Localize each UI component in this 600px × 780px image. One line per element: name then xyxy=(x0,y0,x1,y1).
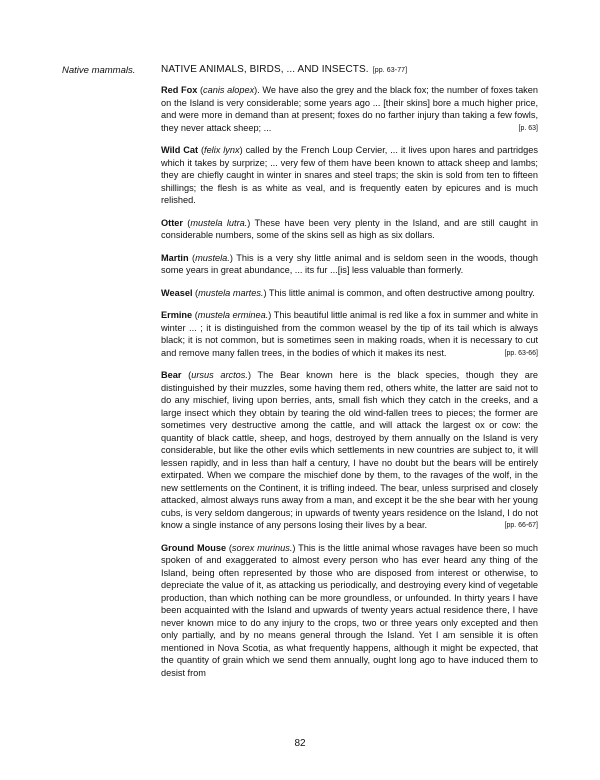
entry-weasel: Weasel (mustela martes.) This little animal is common, and often destructive among poultry. xyxy=(161,287,535,298)
entry-text: This is the little animal whose ravages have been so much spoken of and exaggerated to almost every person who has ever heard any thing of the Island, being often represented by those who are disposed from interest or otherwise, to depreciate the value of it, as attacking us periodically, and destroying every kind of vegetable production, than which nothing can be more groundless, or unfounded. In thirty years I have been acquainted with the Island and upwards of twenty years actual residence there, I have never known mice to do any injury to the crops, two or three years only excepted and then only partially, and by no means general through the Island. Yet I am sensible it is often mentioned in Nova Scotia, as what frequently happens, although it might be expected, that the quantity of grain which we send them annually, ought long ago to have induced them to desist from xyxy=(161,542,538,678)
entry-text: These have been very plenty in the Island, and are still caught in considerable numbers, some of the skins sell as high as six dollars. xyxy=(161,217,538,240)
section-heading xyxy=(161,64,407,75)
entry-latin: canis alopex xyxy=(203,85,255,95)
entry-name: Ermine xyxy=(161,310,193,320)
heading-text: NATIVE ANIMALS, BIRDS, ... AND INSECTS. xyxy=(161,64,369,75)
entry-martin: Martin (mustela.) This is a very shy little animal and is seldom seen in the woods, though some years in great abundance, ... its fur ...[is] less valuable than formerly. xyxy=(161,252,538,275)
entry-text: We have also the grey and the black fox; the number of foxes taken on the Island is very considerable; some years ago ... [their skins] bore a much higher price, and were more in demand than at present; foxes do no farther injury than taking a few fowls, they never attack sheep; ... xyxy=(161,85,538,133)
entry-latin: ursus arctos. xyxy=(191,370,248,380)
entry-text: This beautiful little animal is red like a fox in summer and white in winter ... ; it is distinguished from the common weasel by the tip of its tail which is always black; it is not common, but is sometimes seen in making roads, when it is necessary to cut and remove many fallen trees, in the bodies of which it makes its nest. xyxy=(161,310,539,358)
page-number: 82 xyxy=(294,738,306,749)
entry-bear: Bear (ursus arctos.) The Bear known here is the black species, though they are distinguished by their muzzles, some having them red, others white, the latter are said not to do any mischief, living upon berries, ants, small fish which they catch in the creeks, and a large insect which they obtain by tearing the old wind-fallen trees to pieces; the former are sometimes very destructive among the cattle, and will attack the largest ox or cow: the quantity of black cattle, sheep, and hogs, destroyed by them annually on the Island is very considerable, but like the other evils which settlements in new countries are subject to, it will lessen rapidly, and in less than half a century, I have no doubt but the bears will be entirely extirpated. When we compare the mischief done by them, to the ravages of the wolf, in the new settlements on the Continent, it is trifling indeed. The bear, unless surprised and closely attacked, almost always runs away from a man, and except it be the she bear with her young cubs, is very seldom dangerous; in upwards of twenty years residence on the Island, I do not know a single instance of any persons losing their lives by a bear. [pp. 66-67] xyxy=(161,369,538,532)
entry-page-ref: [pp. 66-67] xyxy=(504,522,538,529)
entry-punct: ) xyxy=(268,310,272,320)
entry-ground-mouse: Ground Mouse (sorex murinus.) This is the little animal whose ravages have been so much spoken of and exaggerated to almost every person who has ever heard any thing of the Island, being often represented by those who are disposed from interest or otherwise, to depreciate the value of it, as attacking us periodically, and destroying every kind of vegetable production, than which nothing can be more groundless, or unfounded. In thirty years I have been acquainted with the Island and upwards of twenty years actual residence there, I have never known mice to do any injury to the crops, two or three years only excepted and then only partially, and by no means general through the Island. Yet I am sensible it is often mentioned in Nova Scotia, as what frequently happens, although it might be expected, that the quantity of grain which we send them annually, ought long ago to have induced them to desist from xyxy=(161,542,538,678)
entry-name: Red Fox xyxy=(161,85,198,95)
entry-punct: ) xyxy=(229,252,233,263)
entry-text: This is a very shy little animal and is seldom seen in the woods, though some years in great abundance, ... its fur ...[is] less valuable than formerly. xyxy=(161,252,538,275)
entry-text: This little animal is common, and often destructive among poultry. xyxy=(266,287,535,298)
heading-page-ref: [pp. 63-77] xyxy=(372,67,408,74)
entry-page-ref: [pp. 63-66] xyxy=(504,349,538,357)
entry-punct: ) xyxy=(247,217,251,228)
entries-list xyxy=(161,84,538,689)
entry-punct: ) xyxy=(247,370,252,380)
entry-name: Otter xyxy=(161,217,183,228)
entry-text: The Bear known here is the black species, though they are distinguished by their muzzles, some having them red, others white, the latter are said not to do any mischief, living upon berries, ants, small fish which they catch in the creeks, and a large insect which they obtain by tearing the old wind-fallen trees to pieces; the former are sometimes very destructive among the cattle, and will attack the largest ox or cow: the quantity of black cattle, sheep, and hogs, destroyed by them annually on the Island is very considerable, but like the other evils which settlements in new countries are subject to, it will lessen rapidly, and in less than half a century, I have no doubt but the bears will be entirely extirpated. When we compare the mischief done by them, to the ravages of the wolf, in the new settlements on the Continent, it is trifling indeed. The bear, unless surprised and closely attacked, almost always runs away from a man, and except it be the she bear with her young cubs, is very seldom dangerous; in upwards of twenty years residence on the Island, I do not know a single instance of any persons losing their lives by a bear. xyxy=(161,370,539,530)
entry-red-fox: Red Fox (canis alopex). We have also the grey and the black fox; the number of foxes taken on the Island is very considerable; some years ago ... [their skins] bore a much higher price, and were more in demand than at present; foxes do no farther injury than taking a few fowls, they never attack sheep; ... [p. 63] xyxy=(161,84,538,134)
entry-name: Weasel xyxy=(161,287,193,298)
entry-name: Wild Cat xyxy=(161,145,199,155)
entry-punct: ). xyxy=(254,85,260,95)
entry-punct: ) xyxy=(239,145,243,155)
entry-latin: mustela erminea. xyxy=(197,310,269,320)
entry-latin: mustela lutra. xyxy=(190,217,248,228)
margin-note: Native mammals. xyxy=(62,65,136,76)
entry-latin: mustela. xyxy=(195,252,230,263)
entry-name: Bear xyxy=(161,370,182,380)
entry-page-ref: [p. 63] xyxy=(518,124,538,132)
entry-latin: felix lynx xyxy=(204,145,240,155)
entry-latin: mustela martes. xyxy=(198,287,264,298)
entry-name: Ground Mouse xyxy=(161,542,227,553)
entry-punct: ) xyxy=(263,287,267,298)
entry-ermine: Ermine (mustela erminea.) This beautiful little animal is red like a fox in summer and white in winter ... ; it is distinguished from the common weasel by the tip of its tail which is always black; it is not common, but is sometimes seen in making roads, when it is necessary to cut and remove many fallen trees, in the bodies of which it makes its nest. [pp. 63-66] xyxy=(161,309,538,359)
entry-wild-cat: Wild Cat (felix lynx) called by the French Loup Cervier, ... it lives upon hares and partridges which it takes by surprize; ... very few of them have been known to attack sheep and lambs; they are chiefly caught in winter in snares and steel traps; the skin is sold from ten to fifteen shillings; the flesh is as white as veal, and is frequently eaten by epicures and is much relished. xyxy=(161,145,538,205)
entry-punct: ) xyxy=(292,542,296,553)
entry-otter: Otter (mustela lutra.) These have been very plenty in the Island, and are still caught in considerable numbers, some of the skins sell as high as six dollars. xyxy=(161,217,538,240)
entry-latin: sorex murinus. xyxy=(231,542,293,553)
entry-name: Martin xyxy=(161,252,189,263)
entry-text: called by the French Loup Cervier, ... it lives upon hares and partridges which it takes by surprize; ... very few of them have been known to attack sheep and lambs; they are chiefly caught in winter in snares and steel traps; the skin is sold from ten to fifteen shillings; the flesh is as white as veal, and is frequently eaten by epicures and is much relished. xyxy=(161,145,538,205)
